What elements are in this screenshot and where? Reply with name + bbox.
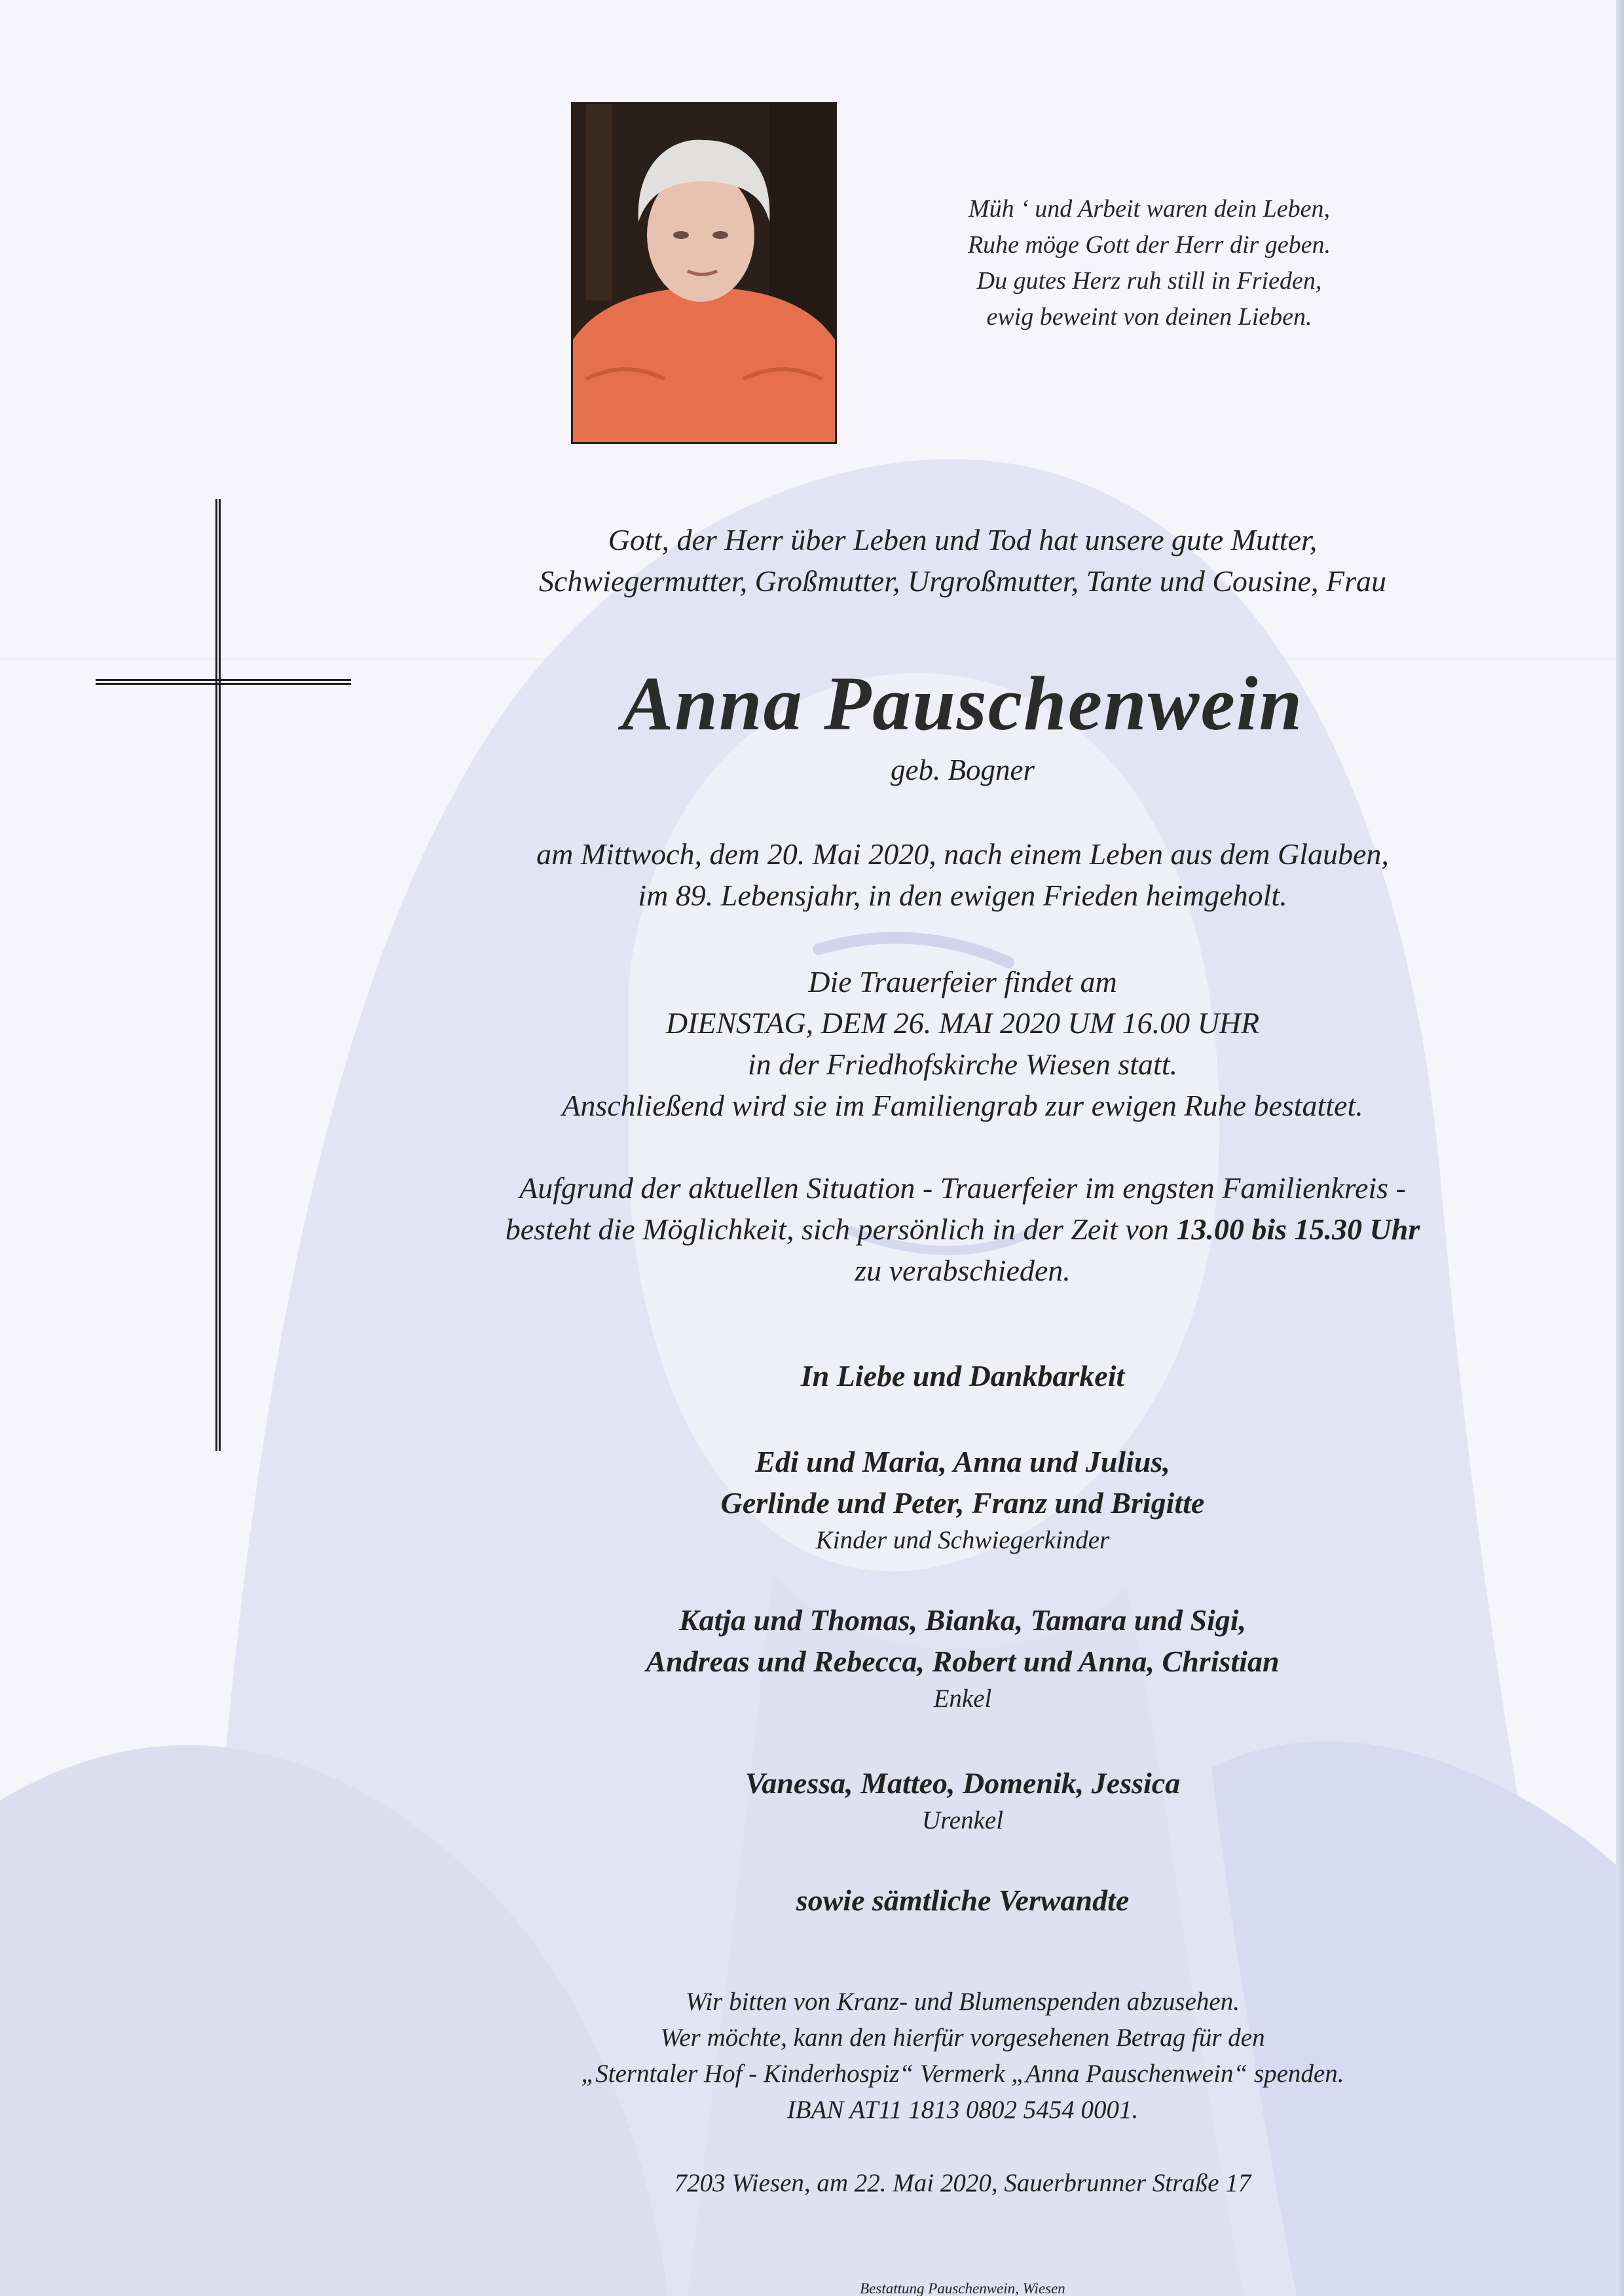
farewell-time: 13.00 bis 15.30 Uhr xyxy=(1176,1212,1420,1246)
mourners-great-grandchildren xyxy=(386,1762,1539,1838)
funeral-home-footer: Bestattung Pauschenwein, Wiesen xyxy=(860,2280,1065,2296)
mourners-grandchildren xyxy=(386,1599,1539,1716)
page-edge-shadow xyxy=(1616,0,1624,2296)
place-date: 7203 Wiesen, am 22. Mai 2020, Sauerbrunner Straße 17 xyxy=(674,2169,1251,2197)
mourner-names: Edi und Maria, Anna und Julius, xyxy=(755,1445,1170,1478)
mourner-names: Vanessa, Matteo, Domenik, Jessica xyxy=(745,1766,1181,1800)
death-notice xyxy=(386,833,1539,916)
farewell-line: Aufgrund der aktuellen Situation - Trauerfeier im engsten Familienkreis - xyxy=(519,1171,1406,1205)
farewell-line: zu verabschieden. xyxy=(855,1254,1071,1287)
mourner-role: Enkel xyxy=(933,1685,992,1713)
mourner-names: Katja und Thomas, Bianka, Tamara und Sigi, xyxy=(678,1603,1247,1637)
intro-text xyxy=(386,519,1539,602)
donation-line: Wir bitten von Kranz- und Blumenspenden abzusehen. xyxy=(686,1988,1240,2016)
death-line: am Mittwoch, dem 20. Mai 2020, nach einem Leben aus dem Glauben, xyxy=(536,837,1389,871)
mourner-names: Andreas und Rebecca, Robert und Anna, Christian xyxy=(646,1645,1280,1678)
funeral-location: in der Friedhofskirche Wiesen statt. xyxy=(747,1048,1178,1081)
mourners-relatives: sowie sämtliche Verwandte xyxy=(796,1884,1130,1917)
mourners-children xyxy=(386,1441,1539,1558)
mourner-role: Kinder und Schwiegerkinder xyxy=(815,1526,1110,1554)
mourner-names: Gerlinde und Peter, Franz und Brigitte xyxy=(720,1486,1205,1520)
donation-iban: IBAN AT11 1813 0802 5454 0001. xyxy=(786,2096,1139,2124)
poem-line: Du gutes Herz ruh still in Frieden, xyxy=(976,267,1322,295)
funeral-details xyxy=(386,961,1539,1126)
closing-phrase: In Liebe und Dankbarkeit xyxy=(800,1359,1125,1393)
farewell-text: besteht die Möglichkeit, sich persönlich in der Zeit von xyxy=(505,1212,1177,1246)
funeral-line: Die Trauerfeier findet am xyxy=(808,965,1117,998)
intro-line: Schwiegermutter, Großmutter, Urgroßmutter, Tante und Cousine, Frau xyxy=(539,564,1386,598)
death-line: im 89. Lebensjahr, in den ewigen Frieden heimgeholt. xyxy=(638,879,1287,912)
poem-line: Ruhe möge Gott der Herr dir geben. xyxy=(967,231,1331,259)
intro-line: Gott, der Herr über Leben und Tod hat unsere gute Mutter, xyxy=(608,523,1318,556)
cross-crossbar xyxy=(96,679,351,685)
poem xyxy=(913,191,1385,335)
maiden-name: geb. Bogner xyxy=(891,754,1035,786)
donation-line: Wer möchte, kann den hierfür vorgesehenen Betrag für den xyxy=(660,2024,1265,2052)
funeral-datetime: DIENSTAG, DEM 26. MAI 2020 UM 16.00 UHR xyxy=(665,1006,1260,1040)
farewell-line xyxy=(386,1209,1539,1250)
farewell-notice xyxy=(386,1167,1539,1291)
donation-line: „Sterntaler Hof - Kinderhospiz“ Vermerk „Anna Pauschenwein“ spenden. xyxy=(581,2060,1344,2088)
donation-notice xyxy=(386,1984,1539,2128)
funeral-line: Anschließend wird sie im Familiengrab zur ewigen Ruhe bestattet. xyxy=(562,1089,1363,1122)
deceased-photo xyxy=(571,102,837,444)
mourner-role: Urenkel xyxy=(921,1806,1004,1834)
poem-line: Müh ‘ und Arbeit waren dein Leben, xyxy=(969,195,1330,223)
poem-line: ewig beweint von deinen Lieben. xyxy=(986,303,1312,331)
cross-icon xyxy=(215,499,221,1451)
deceased-name: Anna Pauschenwein xyxy=(621,661,1304,746)
